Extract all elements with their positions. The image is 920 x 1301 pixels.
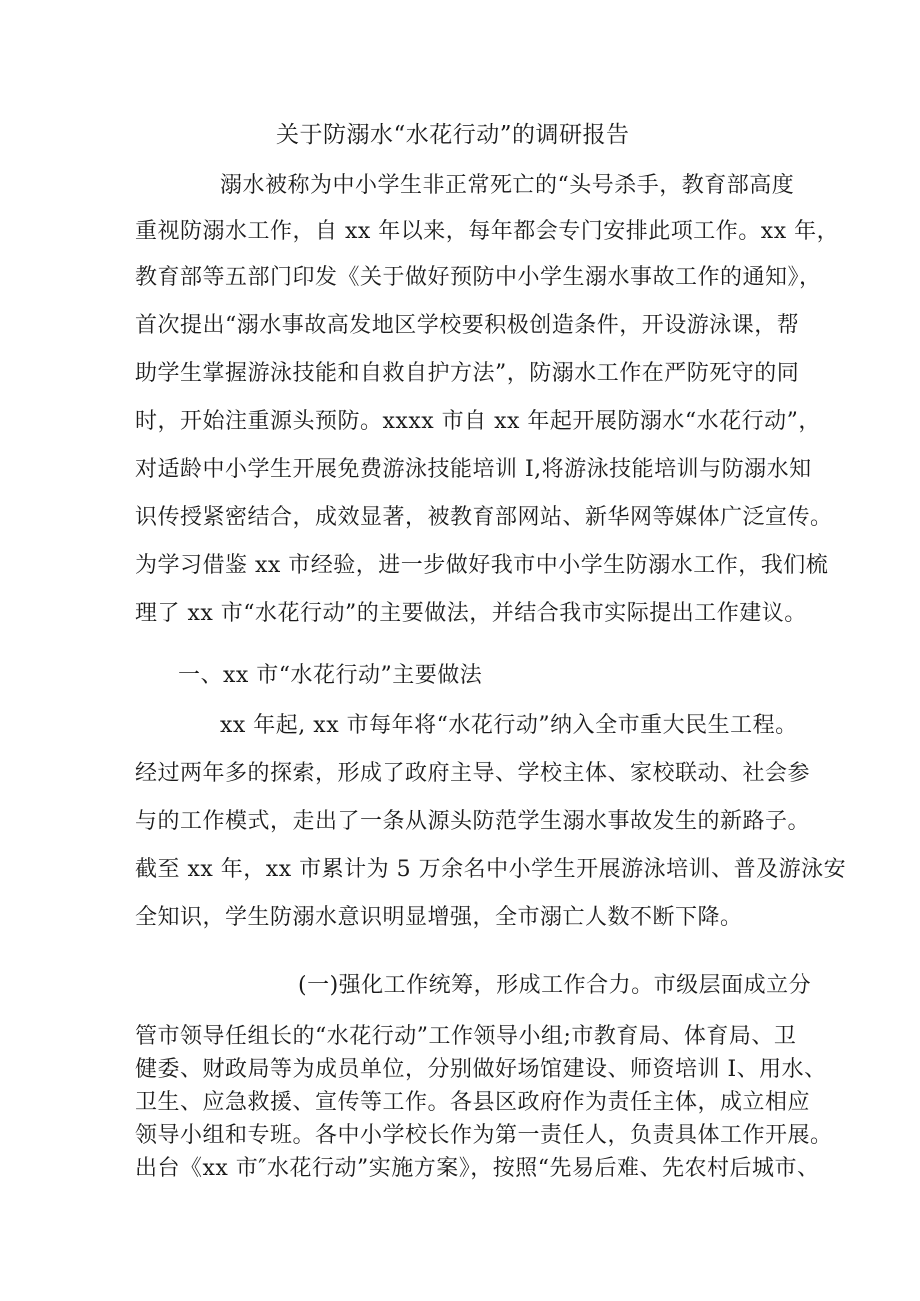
subsection-line-1: 管市领导任组长的“水花行动”工作领导小组;市教育局、体育局、卫	[135, 1024, 797, 1049]
intro-line-7: 对适龄中小学生开展免费游泳技能培训 I,将游泳技能培训与防溺水知	[135, 457, 812, 482]
subsection-line-4: 领导小组和专班。各中小学校长作为第一责任人，负责具体工作开展。	[135, 1123, 833, 1148]
section-line-4: 截至 xx 年，xx 市累计为 5 万余名中小学生开展游泳培训、普及游泳安	[135, 857, 847, 882]
section-line-2: 经过两年多的探索，形成了政府主导、学校主体、家校联动、社会参	[135, 761, 811, 786]
subsection-line-5: 出台《xx 市″水花行动”实施方案》，按照“先易后难、先农村后城市、	[135, 1156, 820, 1181]
intro-line-3: 教育部等五部门印发《关于做好预防中小学生溺水事故工作的通知》，	[135, 265, 822, 290]
subsection-line-2: 健委、财政局等为成员单位，分别做好场馆建设、师资培训 I、用水、	[135, 1057, 827, 1082]
intro-line-8: 识传授紧密结合，成效显著，被教育部网站、新华网等媒体广泛宣传。	[135, 505, 833, 530]
section-heading: 一、xx 市“水花行动”主要做法	[178, 663, 483, 688]
intro-line-4: 首次提出“溺水事故高发地区学校要积极创造条件，开设游泳课，帮	[135, 313, 800, 338]
intro-line-10: 理了 xx 市“水花行动”的主要做法，并结合我市实际提出工作建议。	[135, 601, 807, 626]
intro-line-9: 为学习借鉴 xx 市经验，进一步做好我市中小学生防溺水工作，我们梳	[135, 553, 829, 578]
intro-line-1: 溺水被称为中小学生非正常死亡的“头号杀手，教育部高度	[220, 173, 795, 198]
subsection-heading: (一)强化工作统筹，形成工作合力。市级层面成立分	[298, 973, 812, 998]
subsection-line-3: 卫生、应急救援、宣传等工作。各县区政府作为责任主体，成立相应	[135, 1090, 811, 1115]
document-title: 关于防溺水“水花行动”的调研报告	[276, 122, 630, 148]
intro-line-5: 助学生掌握游泳技能和自救自护方法”，防溺水工作在严防死守的同	[135, 361, 800, 386]
section-line-5: 全知识，学生防溺水意识明显增强，全市溺亡人数不断下降。	[135, 905, 743, 930]
section-line-3: 与的工作模式，走出了一条从源头防范学生溺水事故发生的新路子。	[135, 809, 811, 834]
section-line-1: xx 年起, xx 市每年将“水花行动”纳入全市重大民生工程。	[220, 713, 798, 738]
intro-line-2: 重视防溺水工作，自 xx 年以来，每年都会专门安排此项工作。xx 年，	[135, 219, 840, 244]
intro-line-6: 时，开始注重源头预防。xxxx 市自 xx 年起开展防溺水“水花行动”，	[135, 409, 821, 434]
